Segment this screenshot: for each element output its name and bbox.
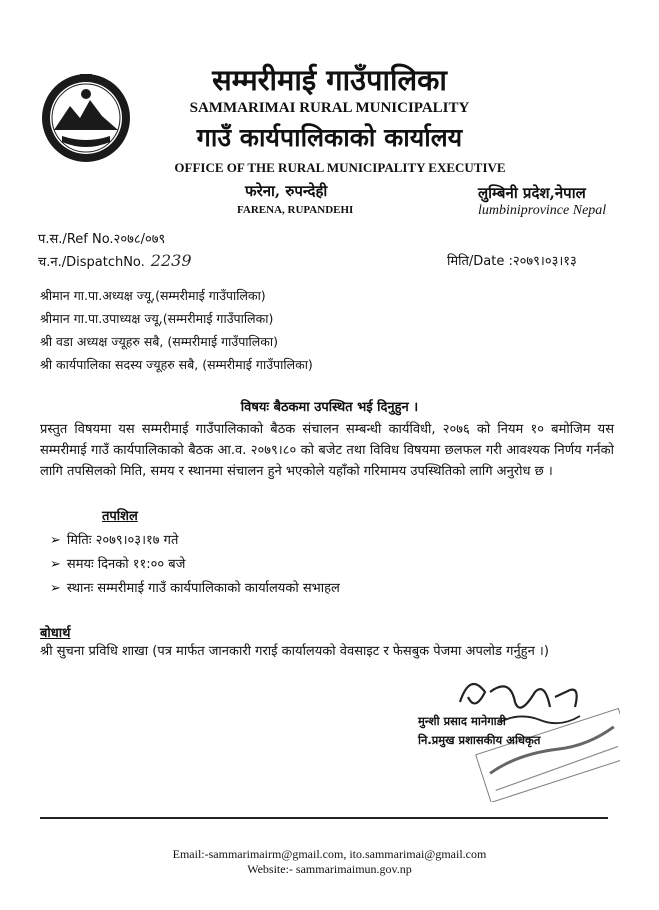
location-nepali: फरेना, रुपन्देही xyxy=(245,182,328,200)
detail-time: समयः दिनको ११:०० बजे xyxy=(66,557,186,572)
footer-website: Website:- sammarimaimun.gov.np xyxy=(247,862,412,876)
province-english: lumbiniprovince Nepal xyxy=(478,203,607,218)
dispatch-number: 2239 xyxy=(150,251,192,270)
signatory-title: नि.प्रमुख प्रशासकीय अधिकृत xyxy=(418,733,541,747)
detail-item xyxy=(50,578,340,596)
detail-item xyxy=(50,530,178,548)
province-nepali: लुम्बिनी प्रदेश,नेपाल xyxy=(478,184,586,202)
cc-text: श्री सुचना प्रविधि शाखा (पत्र मार्फत जानकारी गराई कार्यालयको वेवसाइट र फेसबुक पेजमा अपलोड गर्नुहुन ।) xyxy=(40,644,549,659)
addressee-line: श्री वडा अध्यक्ष ज्यूहरु सबै, (सम्मरीमाई गाउँपालिका) xyxy=(40,334,278,349)
addressee-line: श्रीमान गा.पा.उपाध्यक्ष ज्यू,(सम्मरीमाई गाउँपालिका) xyxy=(40,311,274,326)
letter-subject: विषयः बैठकमा उपस्थित भई दिनुहुन । xyxy=(240,400,419,415)
letter-body: प्रस्तुत विषयमा यस सम्मरीमाई गाउँपालिकाको बैठक संचालन सम्बन्धी कार्यविधी, २०७६ को नियम १० बमोजिम यस सम्मरीमाई गाउँ कार्यपालिकाको बैठक आ.व. २०७९।८० को बजेट तथा विविध विषयमा छलफल गरी आवश्यक निर्णय गर्नको लागि तपसिलको मिति, समय र स्थानमा संचालन हुने भएकोले यहाँको गरिमामय उपस्थितिको लागि अनुरोध छ । xyxy=(40,422,614,479)
reference-number: प.स./Ref No.२०७८/०७९ xyxy=(38,232,166,247)
dispatch-line xyxy=(38,251,192,270)
location-english: FARENA, RUPANDEHI xyxy=(237,204,354,216)
detail-venue: स्थानः सम्मरीमाई गाउँ कार्यपालिकाको कार्यालयको सभाहल xyxy=(66,581,340,596)
office-name-english: OFFICE OF THE RURAL MUNICIPALITY EXECUTIVE xyxy=(174,160,506,175)
addressee-line: श्रीमान गा.पा.अध्यक्ष ज्यू,(सम्मरीमाई गाउँपालिका) xyxy=(40,288,266,303)
details-heading: तपशिल xyxy=(102,509,138,524)
letter-date: मिति/Date :२०७९।०३।१३ xyxy=(447,254,577,269)
municipality-name-english: SAMMARIMAI RURAL MUNICIPALITY xyxy=(189,100,470,116)
detail-date: मितिः २०७९।०३।१७ गते xyxy=(66,533,179,548)
arrow-bullet-icon: ➢ xyxy=(50,533,61,548)
dispatch-label: च.न./DispatchNo. xyxy=(38,255,145,270)
office-name-nepali: गाउँ कार्यपालिकाको कार्यालय xyxy=(196,123,463,152)
addressee-line: श्री कार्यपालिका सदस्य ज्यूहरु सबै, (सम्मरीमाई गाउँपालिका) xyxy=(40,357,313,372)
signatory-name: मुन्शी प्रसाद मानेगाडी xyxy=(418,714,506,728)
footer-divider xyxy=(40,817,608,819)
footer-email: Email:-sammarimairm@gmail.com, ito.sammarimai@gmail.com xyxy=(172,847,487,861)
arrow-bullet-icon: ➢ xyxy=(50,557,61,572)
municipality-name-nepali: सम्मरीमाई गाउँपालिका xyxy=(212,63,447,97)
arrow-bullet-icon: ➢ xyxy=(50,581,61,596)
detail-item xyxy=(50,554,185,572)
cc-heading: बोधार्थ xyxy=(40,626,71,641)
signature-and-stamp-icon xyxy=(440,662,620,802)
